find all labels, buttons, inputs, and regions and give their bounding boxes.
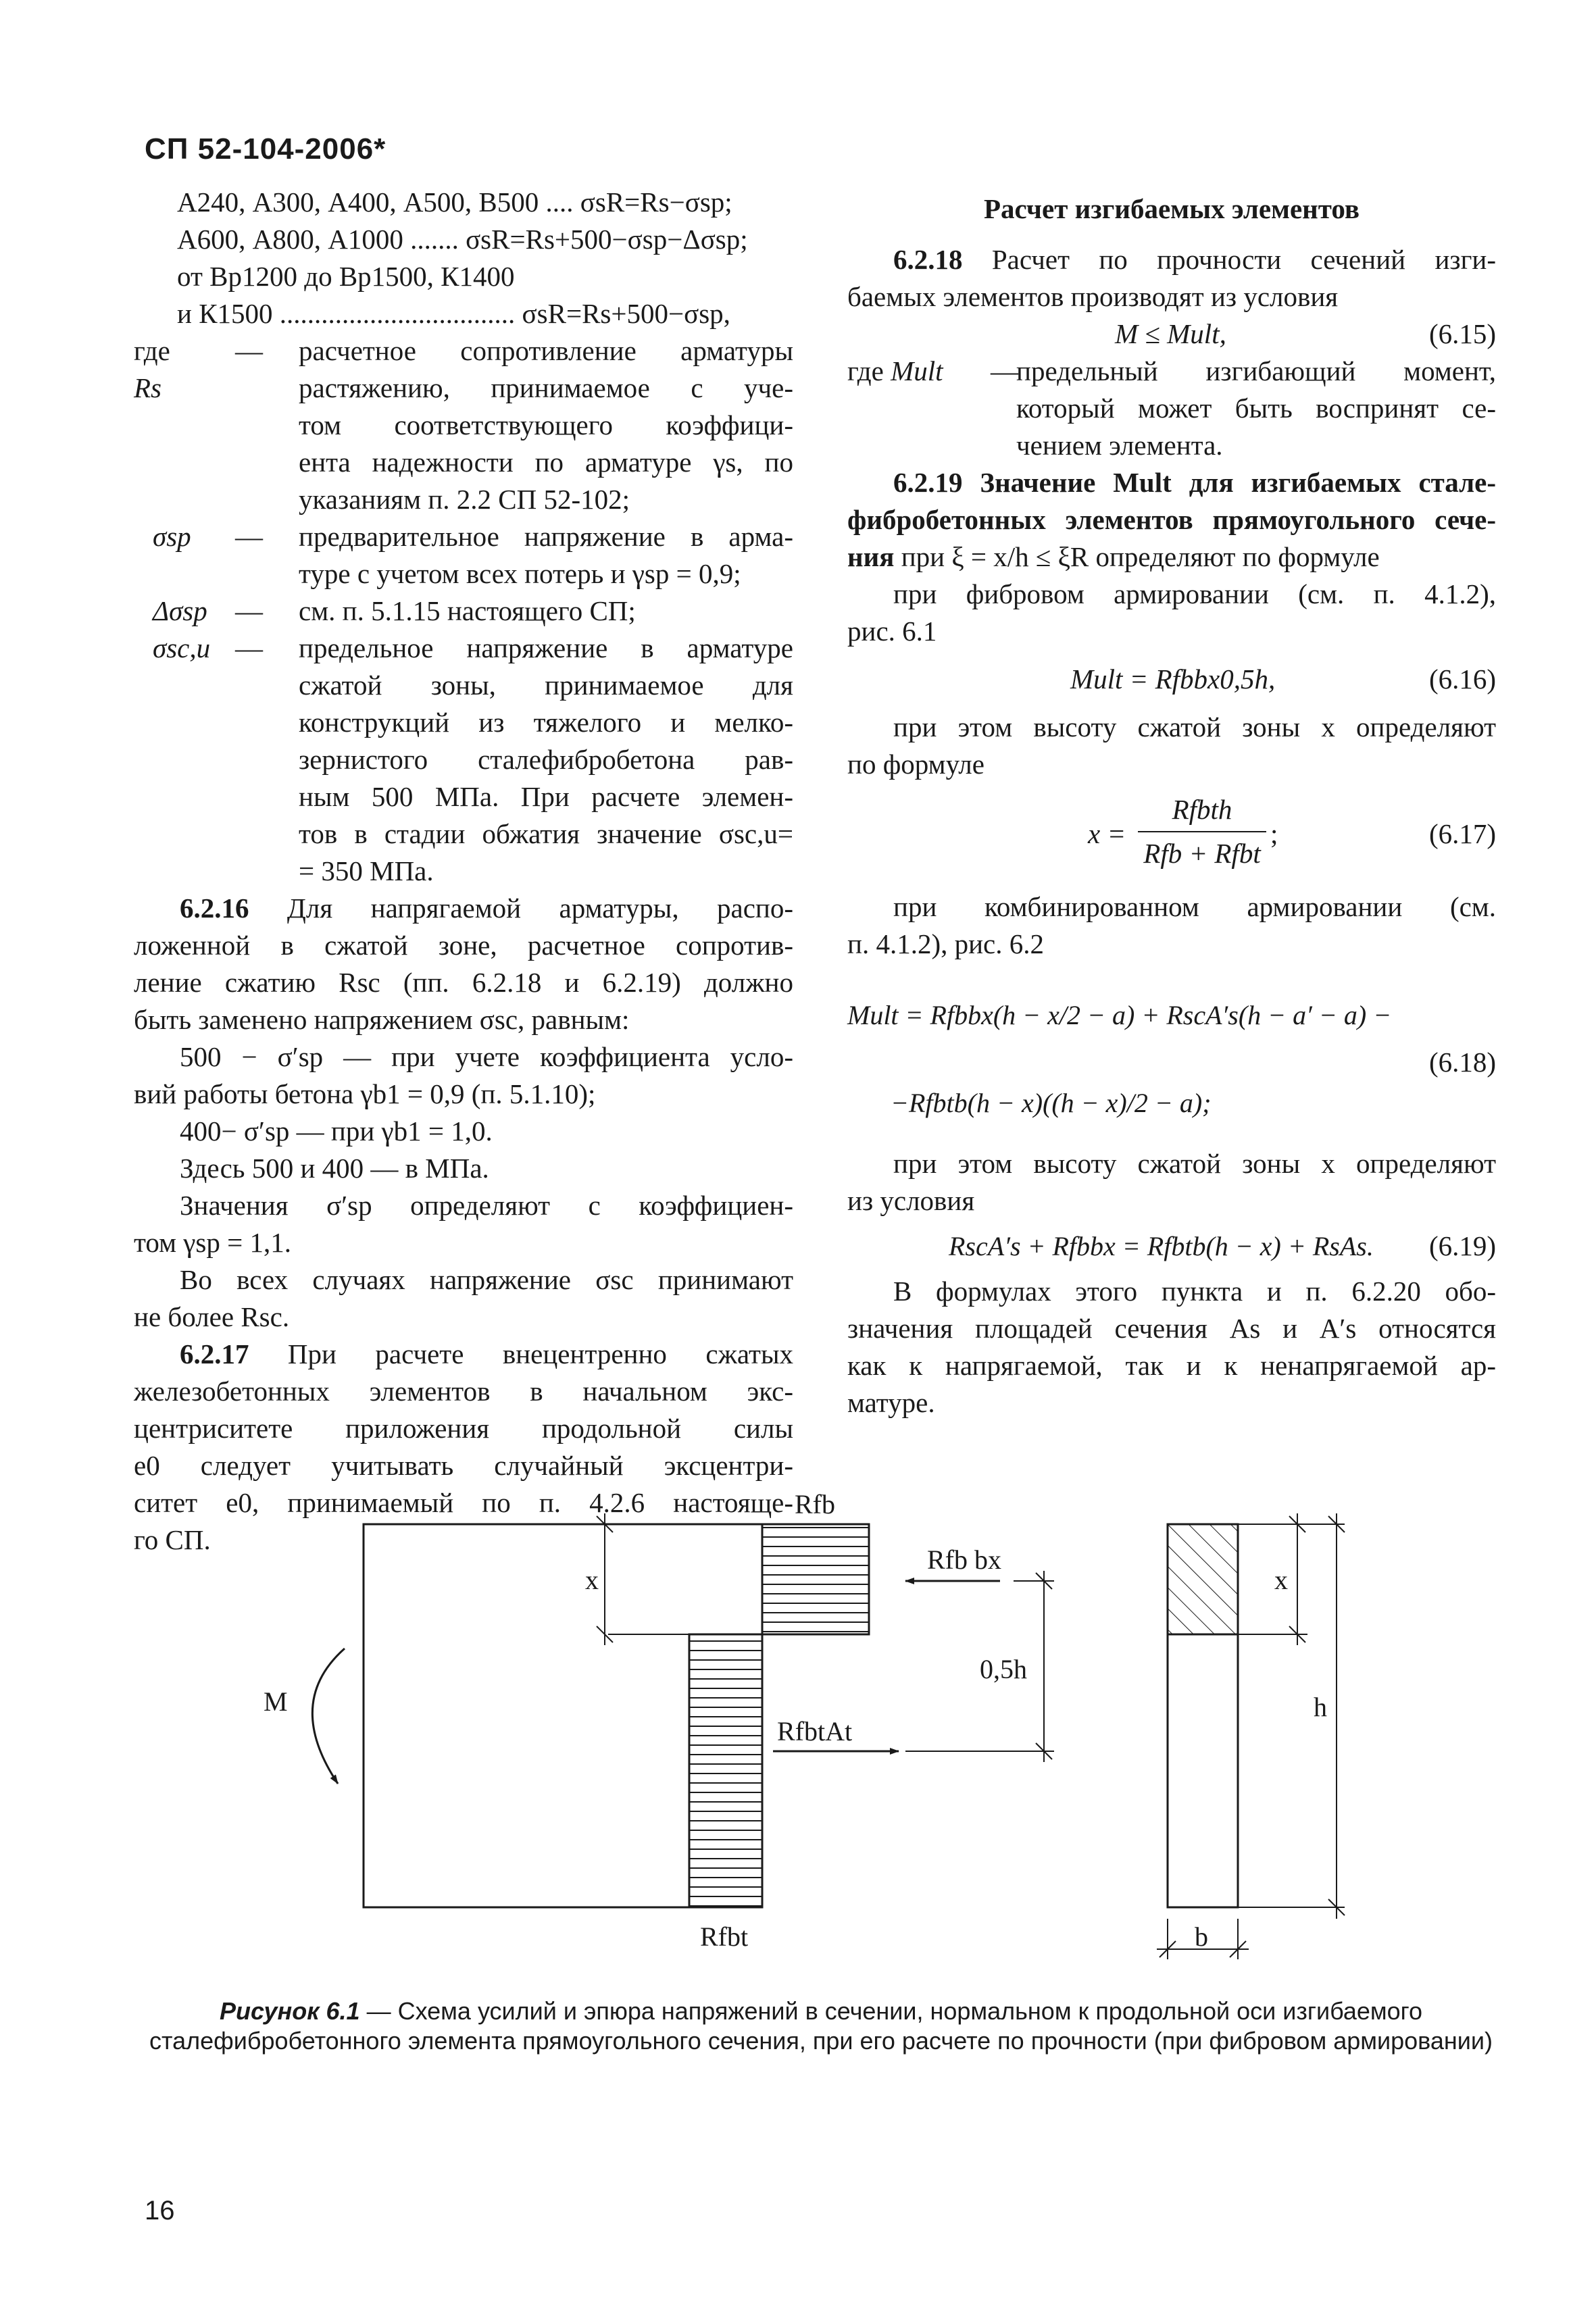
label-half-h: 0,5h [980, 1654, 1027, 1684]
paragraph-line: фибробетонных элементов прямоугольного сече- [847, 504, 1496, 535]
tension-stress-block [689, 1634, 762, 1907]
label-rfbt-bottom: Rfbt [700, 1921, 749, 1952]
text-line: как к напрягаемой, так и к ненапрягаемой ар- [847, 1350, 1496, 1381]
moment-arc [312, 1649, 345, 1784]
label-rfbbx: Rfb bx [927, 1544, 1001, 1575]
where-word: где [134, 335, 170, 366]
equation-line-2: −Rfbtb(h − x)((h − x)/2 − a); [891, 1088, 1212, 1118]
definition-symbol: Rs [134, 372, 161, 403]
section-title: Расчет изгибаемых элементов [983, 193, 1360, 224]
equation-number: (6.16) [1428, 663, 1496, 695]
equation-formula: Mult = Rfbbx0,5h, [1070, 663, 1276, 695]
fraction-numerator: Rfbth [1172, 794, 1232, 825]
paragraph-line: Для напрягаемой арматуры, распо- [249, 892, 793, 924]
definition-line: = 350 МПа. [299, 855, 434, 886]
paragraph-number: 6.2.16 [180, 892, 249, 924]
text-line: значения площадей сечения As и A′s относятся [847, 1313, 1496, 1344]
definition-line: предварительное напряжение в арма- [299, 521, 793, 552]
definition-line: указаниям п. 2.2 СП 52-102; [299, 484, 630, 515]
compression-stress-block [762, 1524, 869, 1634]
text-line: п. 4.1.2), рис. 6.2 [847, 928, 1044, 959]
paragraph-line: Значение Mult для изгибаемых стале- [962, 467, 1496, 498]
document-code: СП 52-104-2006* [145, 132, 386, 166]
paragraph-line: Расчет по прочности сечений изги- [962, 244, 1496, 275]
rs-line-3: от Вр1200 до Вр1500, К1400 [177, 261, 515, 292]
paragraph-line: не более Rsc. [134, 1301, 290, 1332]
paragraph-number: 6.2.17 [180, 1338, 249, 1369]
where-word: где [847, 355, 884, 386]
definition-line: сжатой зоны, принимаемое для [299, 670, 793, 701]
figure-caption [149, 1996, 1493, 2056]
definition-dash: — [235, 632, 263, 663]
text-line: при фибровом армировании (см. п. 4.1.2), [893, 578, 1496, 609]
text-line: из условия [847, 1185, 975, 1216]
paragraph-line: ление сжатию Rsc (пп. 6.2.18 и 6.2.19) должно [134, 967, 793, 998]
label-h: h [1314, 1692, 1327, 1722]
paragraph-line: при ξ = x/h ≤ ξR определяют по формуле [894, 541, 1380, 572]
definition-dash: — [235, 521, 263, 552]
definition-line: зернистого сталефибробетона рав- [299, 744, 793, 775]
paragraph-number: 6.2.18 [893, 244, 963, 275]
caption-text: — Схема усилий и эпюра напряжений в сечении, нормальном к продольной оси изгибаемого сталефибробетонного элемента прямоугольного сечения, при его расчете по прочности (при фибровом армировании) [149, 1997, 1493, 2055]
definition-line: конструкций из тяжелого и мелко- [299, 707, 793, 738]
definition-line: тов в стадии обжатия значение σsc,u= [299, 818, 793, 849]
label-x-right: x [1274, 1565, 1288, 1595]
text-line: по формуле [847, 749, 984, 780]
definition-symbol: Δσsp [153, 595, 207, 626]
definition-line: растяжению, принимаемое с уче- [299, 372, 793, 403]
paragraph-line: Во всех случаях напряжение σsc принимают [180, 1264, 793, 1295]
paragraph-line: 400− σ′sp — при γb1 = 1,0. [180, 1115, 493, 1147]
rs-line-1: А240, А300, А400, А500, В500 .... σsR=Rs−σsp; [177, 186, 732, 218]
definition-dash: — [991, 355, 1018, 386]
equation-tail: ; [1270, 818, 1278, 849]
text-line: В формулах этого пункта и п. 6.2.20 обо- [893, 1276, 1496, 1307]
definition-dash: — [235, 335, 263, 366]
paragraph-line: го СП. [134, 1524, 211, 1555]
paragraph-line: При расчете внецентренно сжатых [249, 1338, 793, 1369]
equation-number: (6.17) [1428, 818, 1496, 849]
text-line: рис. 6.1 [847, 615, 937, 647]
equation-number: (6.19) [1428, 1230, 1496, 1261]
definition-dash: — [235, 595, 263, 626]
rs-line-2: А600, А800, А1000 ....... σsR=Rs+500−σsp−Δσsp; [177, 224, 748, 255]
equation-line-1: Mult = Rfbbx(h − x/2 − a) + RscA′s(h − a′ − a) − [847, 1000, 1392, 1030]
label-b: b [1195, 1921, 1208, 1952]
equation-number: (6.18) [1428, 1047, 1496, 1078]
paragraph-line: баемых элементов производят из условия [847, 281, 1339, 312]
equation-formula: M ≤ Mult, [1115, 318, 1226, 349]
paragraph-line: ситет e0, принимаемый по п. 4.2.6 настояще- [134, 1487, 793, 1518]
text-line: при этом высоту сжатой зоны x определяют [893, 711, 1496, 743]
label-rfbtat: RfbtAt [777, 1716, 853, 1746]
equation-lhs: x = [1088, 818, 1126, 849]
paragraph-line: быть заменено напряжением σsc, равным: [134, 1004, 630, 1035]
paragraph-line: железобетонных элементов в начальном экс- [134, 1376, 793, 1407]
paragraph-line: центриситете приложения продольной силы [134, 1413, 793, 1444]
definition-line: предельный изгибающий момент, [1016, 355, 1496, 386]
fraction-denominator: Rfb + Rfbt [1143, 838, 1261, 869]
definition-symbol: Mult [891, 355, 943, 386]
paragraph-line: том γsp = 1,1. [134, 1227, 291, 1258]
definition-line: который может быть воспринят се- [1016, 393, 1496, 424]
page-number: 16 [145, 2196, 175, 2225]
definition-line: расчетное сопротивление арматуры [299, 335, 793, 366]
definition-line: ным 500 МПа. При расчете элемен- [299, 781, 793, 812]
paragraph-line: ния [847, 541, 895, 572]
definition-line: см. п. 5.1.15 настоящего СП; [299, 595, 636, 626]
definition-line: чением элемента. [1016, 430, 1223, 461]
paragraph-line: e0 следует учитывать случайный эксцентри- [134, 1450, 793, 1481]
label-m: M [264, 1686, 288, 1717]
label-rfb-top: Rfb [795, 1489, 835, 1519]
paragraph-line: Значения σ′sp определяют с коэффициен- [180, 1190, 793, 1221]
paragraph-line: 500 − σ′sp — при учете коэффициента усло- [180, 1041, 793, 1072]
label-x-left: x [585, 1565, 599, 1595]
equation-formula: RscA′s + Rfbbx = Rfbtb(h − x) + RsAs. [949, 1231, 1374, 1261]
paragraph-number: 6.2.19 [893, 467, 963, 498]
definition-line: том соответствующего коэффици- [299, 409, 793, 441]
paragraph-line: ложенной в сжатой зоне, расчетное сопротив- [134, 930, 793, 961]
definition-line: предельное напряжение в арматуре [299, 632, 793, 663]
definition-line: туре с учетом всех потерь и γsp = 0,9; [299, 558, 741, 589]
compression-zone-hatch [1168, 1524, 1238, 1634]
caption-label: Рисунок 6.1 [219, 1997, 360, 2025]
definition-symbol: σsc,u [153, 632, 211, 663]
definition-line: ента надежности по арматуре γs, по [299, 447, 793, 478]
definition-symbol: σsp [153, 521, 191, 552]
paragraph-line: вий работы бетона γb1 = 0,9 (п. 5.1.10); [134, 1078, 596, 1109]
equation-number: (6.15) [1428, 318, 1496, 349]
paragraph-line: Здесь 500 и 400 — в МПа. [180, 1153, 489, 1184]
text-line: при этом высоту сжатой зоны x определяют [893, 1148, 1496, 1179]
rs-line-4: и К1500 .................................. σsR=Rs+500−σsp, [177, 298, 730, 329]
text-line: при комбинированном армировании (см. [893, 891, 1496, 922]
text-line: матуре. [847, 1387, 935, 1418]
